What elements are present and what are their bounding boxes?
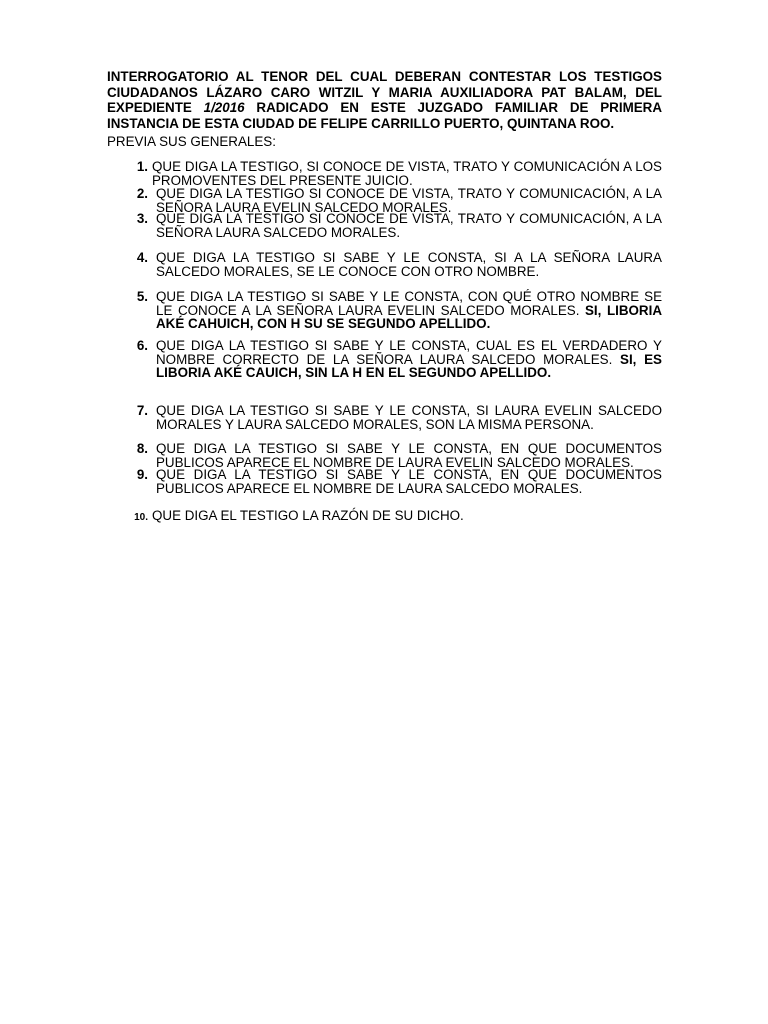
question-number: 8. <box>136 441 148 456</box>
question-item <box>120 468 662 495</box>
question-number: 2. <box>136 186 148 201</box>
heading-text-2: RADICADO EN ESTE JUZGADO FAMILIAR DE PRIMERA INSTANCIA DE ESTA CIUDAD DE FELIPE CARRILLO PUERTO, QUINTANA ROO. <box>107 100 662 131</box>
question-item <box>120 160 662 187</box>
question-number: 4. <box>136 250 148 265</box>
question-text: QUE DIGA LA TESTIGO SI SABE Y LE CONSTA, EN QUE DOCUMENTOS PUBLICOS APARECE EL NOMBRE DE LAURA SALCEDO MORALES. <box>156 467 662 496</box>
question-number: 5. <box>136 289 148 304</box>
answer-text: SI, ES LIBORIA AKÉ CAUICH, SIN LA H EN EL SEGUNDO APELLIDO. <box>156 351 662 380</box>
question-item <box>120 251 662 278</box>
question-number: 1. <box>136 159 148 174</box>
question-item <box>120 212 662 239</box>
question-item <box>120 404 662 431</box>
question-item <box>120 187 662 214</box>
question-text: QUE DIGA LA TESTIGO SI SABE Y LE CONSTA, CUAL ES EL VERDADERO Y NOMBRE CORRECTO DE LA SEÑORA LAURA SALCEDO MORALES. <box>156 338 662 367</box>
case-number: 1/2016 <box>203 100 245 115</box>
question-item <box>120 509 662 523</box>
question-item <box>120 442 662 469</box>
question-text: QUE DIGA LA TESTIGO SI CONOCE DE VISTA, TRATO Y COMUNICACIÓN, A LA SEÑORA LAURA EVELIN SALCEDO MORALES. <box>156 186 662 215</box>
intro-line: PREVIA SUS GENERALES: <box>107 134 276 149</box>
heading-text-1: INTERROGATORIO AL TENOR DEL CUAL DEBERAN CONTESTAR LOS TESTIGOS CIUDADANOS LÁZARO CARO WITZIL Y MARIA AUXILIADORA PAT BALAM, DEL EXPEDIENTE <box>107 69 662 115</box>
question-content <box>156 339 662 380</box>
question-item <box>120 339 662 380</box>
question-item <box>120 290 662 331</box>
question-text: QUE DIGA LA TESTIGO SI SABE Y LE CONSTA, CON QUÉ OTRO NOMBRE SE LE CONOCE A LA SEÑORA LAURA EVELIN SALCEDO MORALES. <box>156 289 662 318</box>
question-text: QUE DIGA LA TESTIGO SI SABE Y LE CONSTA, SI LAURA EVELIN SALCEDO MORALES Y LAURA SALCEDO MORALES, SON LA MISMA PERSONA. <box>156 403 662 432</box>
question-text: QUE DIGA LA TESTIGO SI CONOCE DE VISTA, TRATO Y COMUNICACIÓN, A LA SEÑORA LAURA SALCEDO MORALES. <box>156 211 662 240</box>
question-number: 3. <box>136 211 148 226</box>
answer-text: SI, LIBORIA AKÉ CAHUICH, CON H SU SE SEGUNDO APELLIDO. <box>156 302 662 331</box>
question-number: 7. <box>136 403 148 418</box>
question-text: QUE DIGA LA TESTIGO, SI CONOCE DE VISTA, TRATO Y COMUNICACIÓN A LOS PROMOVENTES DEL PRESENTE JUICIO. <box>152 159 662 188</box>
question-number: 9. <box>136 467 148 482</box>
document-heading <box>107 69 662 131</box>
question-number: 6. <box>136 338 148 353</box>
question-text: QUE DIGA LA TESTIGO SI SABE Y LE CONSTA, EN QUE DOCUMENTOS PUBLICOS APARECE EL NOMBRE DE LAURA EVELIN SALCEDO MORALES. <box>156 441 662 470</box>
question-text: QUE DIGA LA TESTIGO SI SABE Y LE CONSTA, SI A LA SEÑORA LAURA SALCEDO MORALES, SE LE CONOCE CON OTRO NOMBRE. <box>156 250 662 279</box>
question-text: QUE DIGA EL TESTIGO LA RAZÓN DE SU DICHO. <box>152 508 464 523</box>
question-content <box>156 290 662 331</box>
question-number: 10. <box>134 512 148 523</box>
